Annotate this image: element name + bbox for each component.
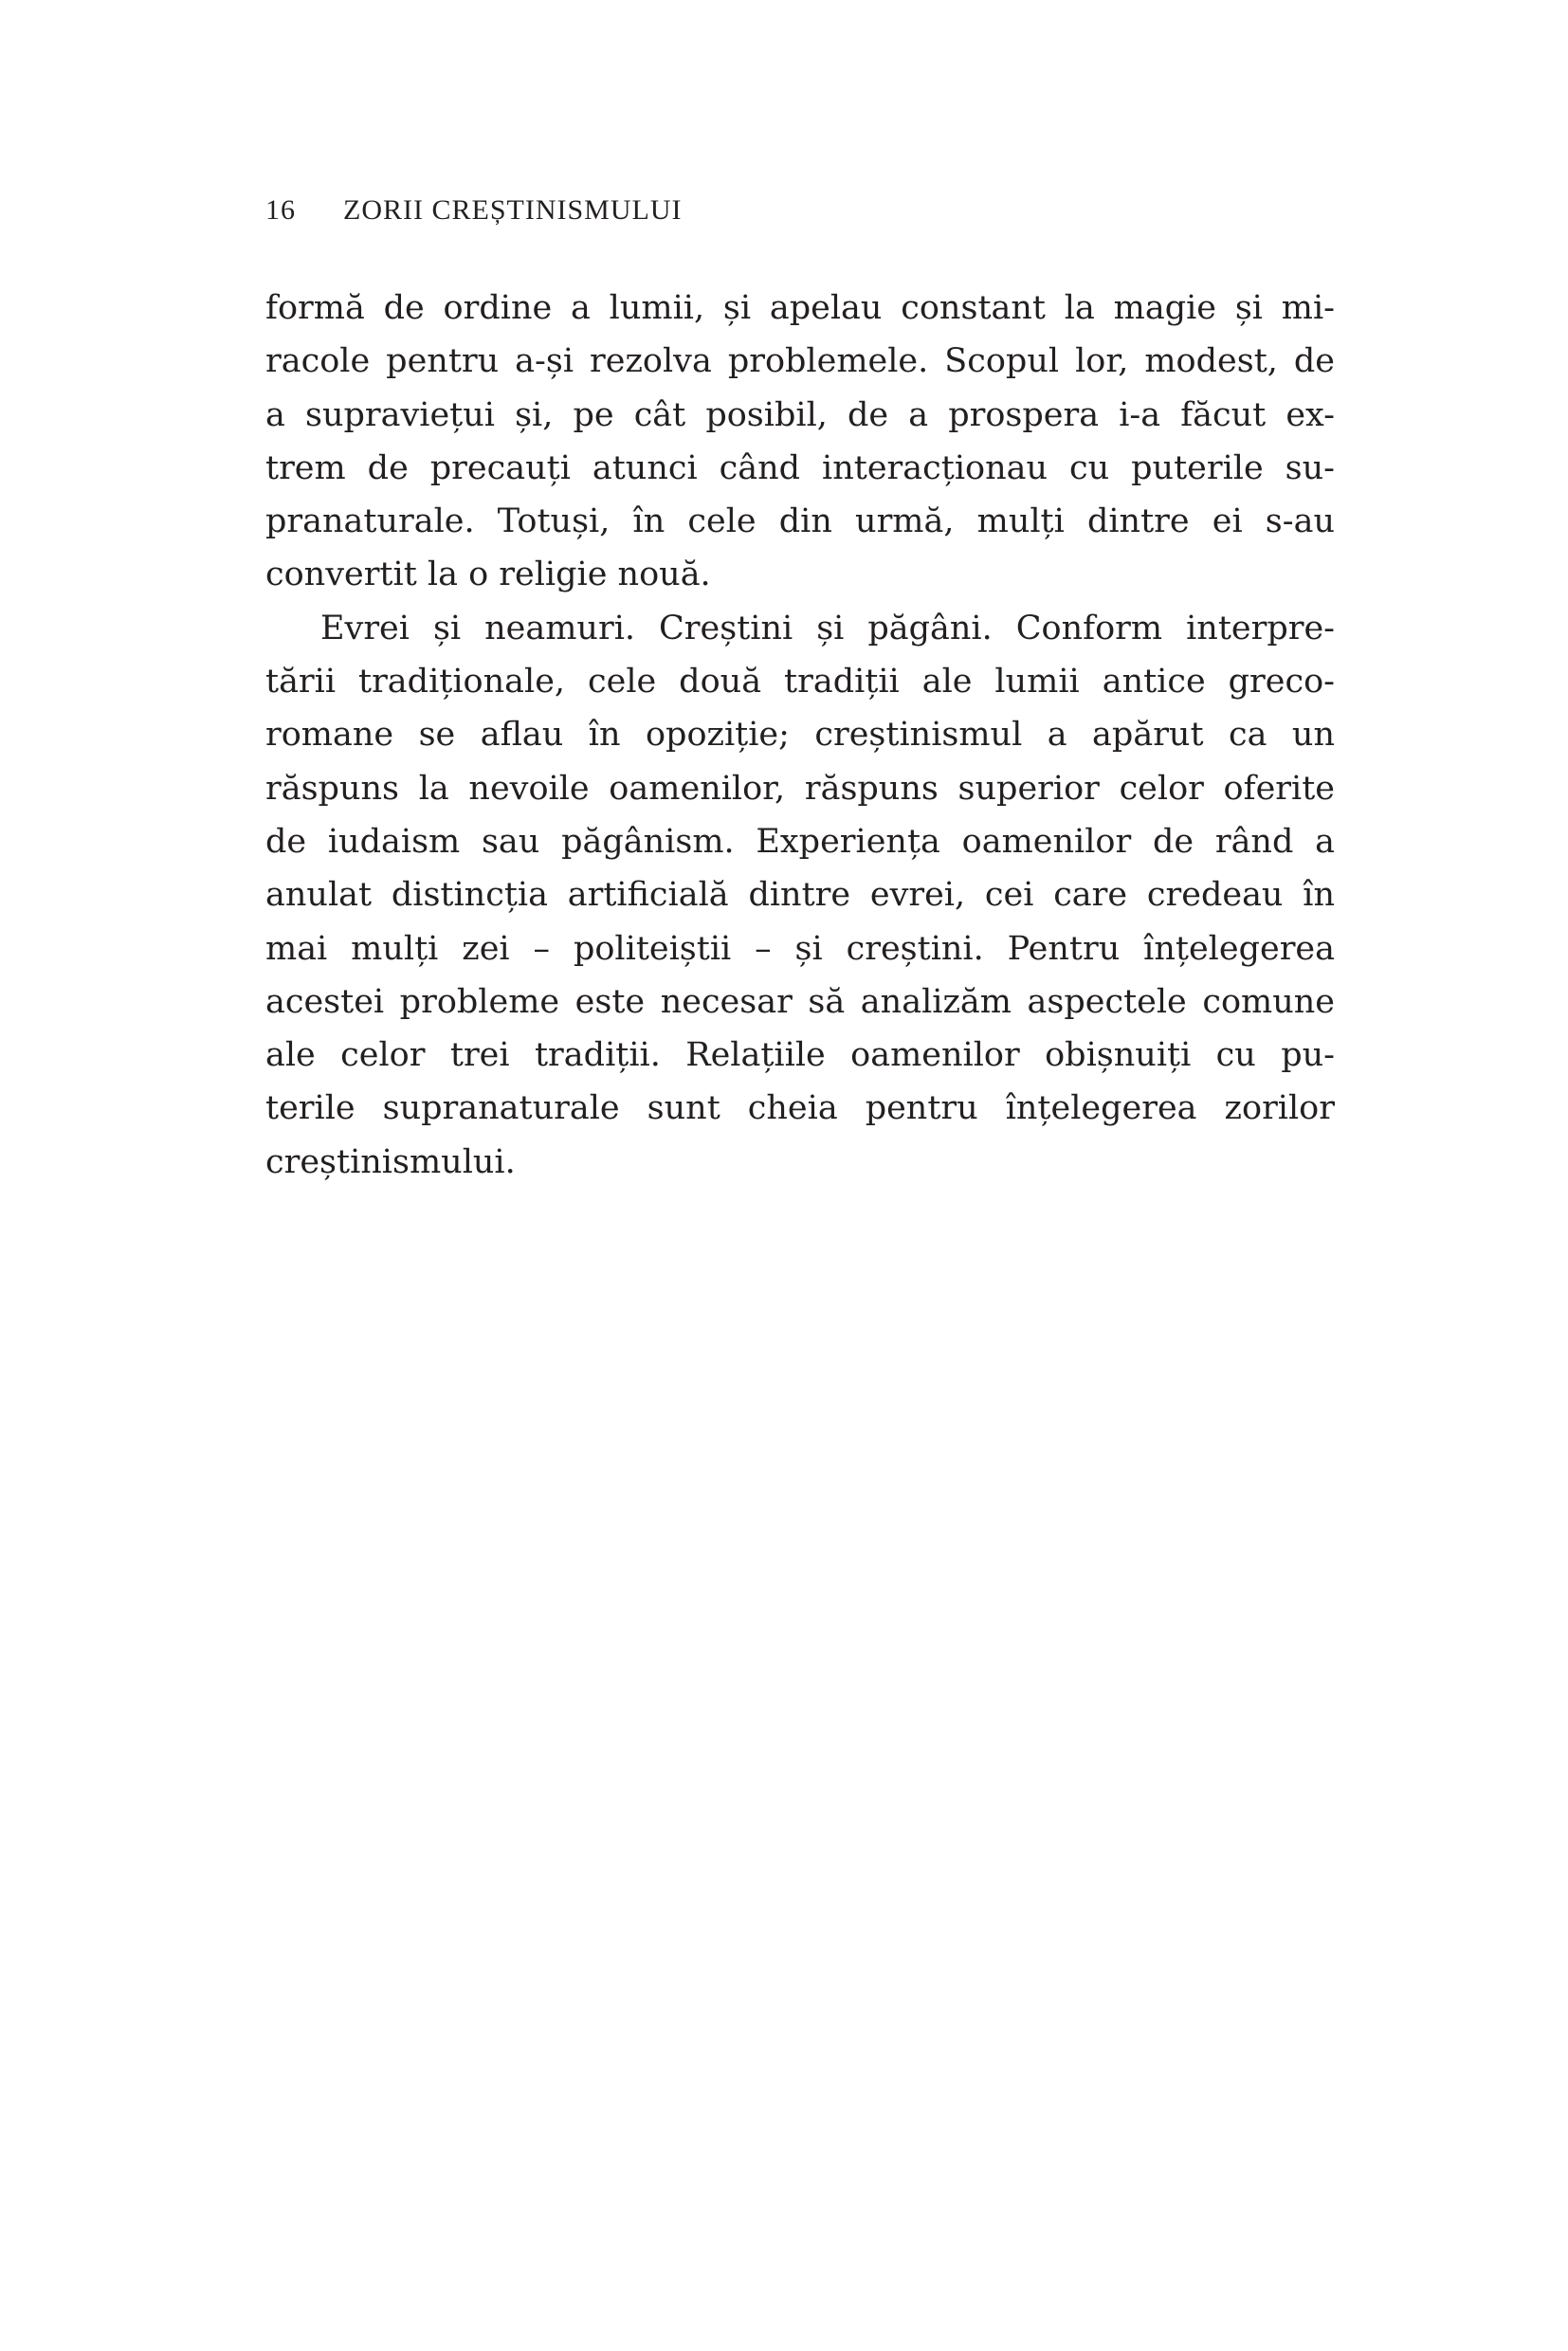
paragraph-2: [265, 602, 1335, 1189]
text-line: tării tradiționale, cele două tradiții ale lumii antice greco-: [265, 663, 1335, 702]
text-line: romane se aflau în opoziție; creștinismul a apărut ca un: [265, 716, 1335, 755]
body-text: [265, 282, 1335, 1189]
running-head-title: ZORII CREȘTINISMULUI: [343, 194, 683, 226]
paragraph-1: [265, 282, 1335, 602]
text-line: trem de precauți atunci când interacționau cu puterile su-: [265, 448, 1335, 487]
text-line: formă de ordine a lumii, și apelau constant la magie și mi-: [265, 289, 1335, 327]
text-line: ale celor trei tradiții. Relațiile oamenilor obișnuiți cu pu-: [265, 1036, 1335, 1075]
text-line: răspuns la nevoile oamenilor, răspuns superior celor oferite: [265, 769, 1335, 808]
text-line: racole pentru a-și rezolva problemele. Scopul lor, modest, de: [265, 342, 1335, 381]
page-number: 16: [265, 194, 296, 226]
text-line: Evrei și neamuri. Creștini și păgâni. Conform interpre-: [320, 609, 1335, 647]
text-line: acestei probleme este necesar să analizăm aspectele comune: [265, 982, 1335, 1021]
text-line: de iudaism sau păgânism. Experiența oamenilor de rând a: [265, 822, 1335, 861]
text-line: mai mulți zei – politeiștii – și creștini. Pentru înțelegerea: [265, 929, 1335, 968]
text-line: terile supranaturale sunt cheia pentru înțelegerea zorilor: [265, 1089, 1335, 1128]
text-line: pranaturale. Totuși, în cele din urmă, mulți dintre ei s-au: [265, 502, 1335, 541]
running-head: [265, 194, 683, 227]
text-line: convertit la o religie nouă.: [265, 556, 711, 594]
text-line: anulat distincția artificială dintre evrei, cei care credeau în: [265, 876, 1335, 915]
text-line: a supraviețui și, pe cât posibil, de a prospera i-a făcut ex-: [265, 395, 1335, 434]
text-line: creștinismului.: [265, 1142, 516, 1181]
